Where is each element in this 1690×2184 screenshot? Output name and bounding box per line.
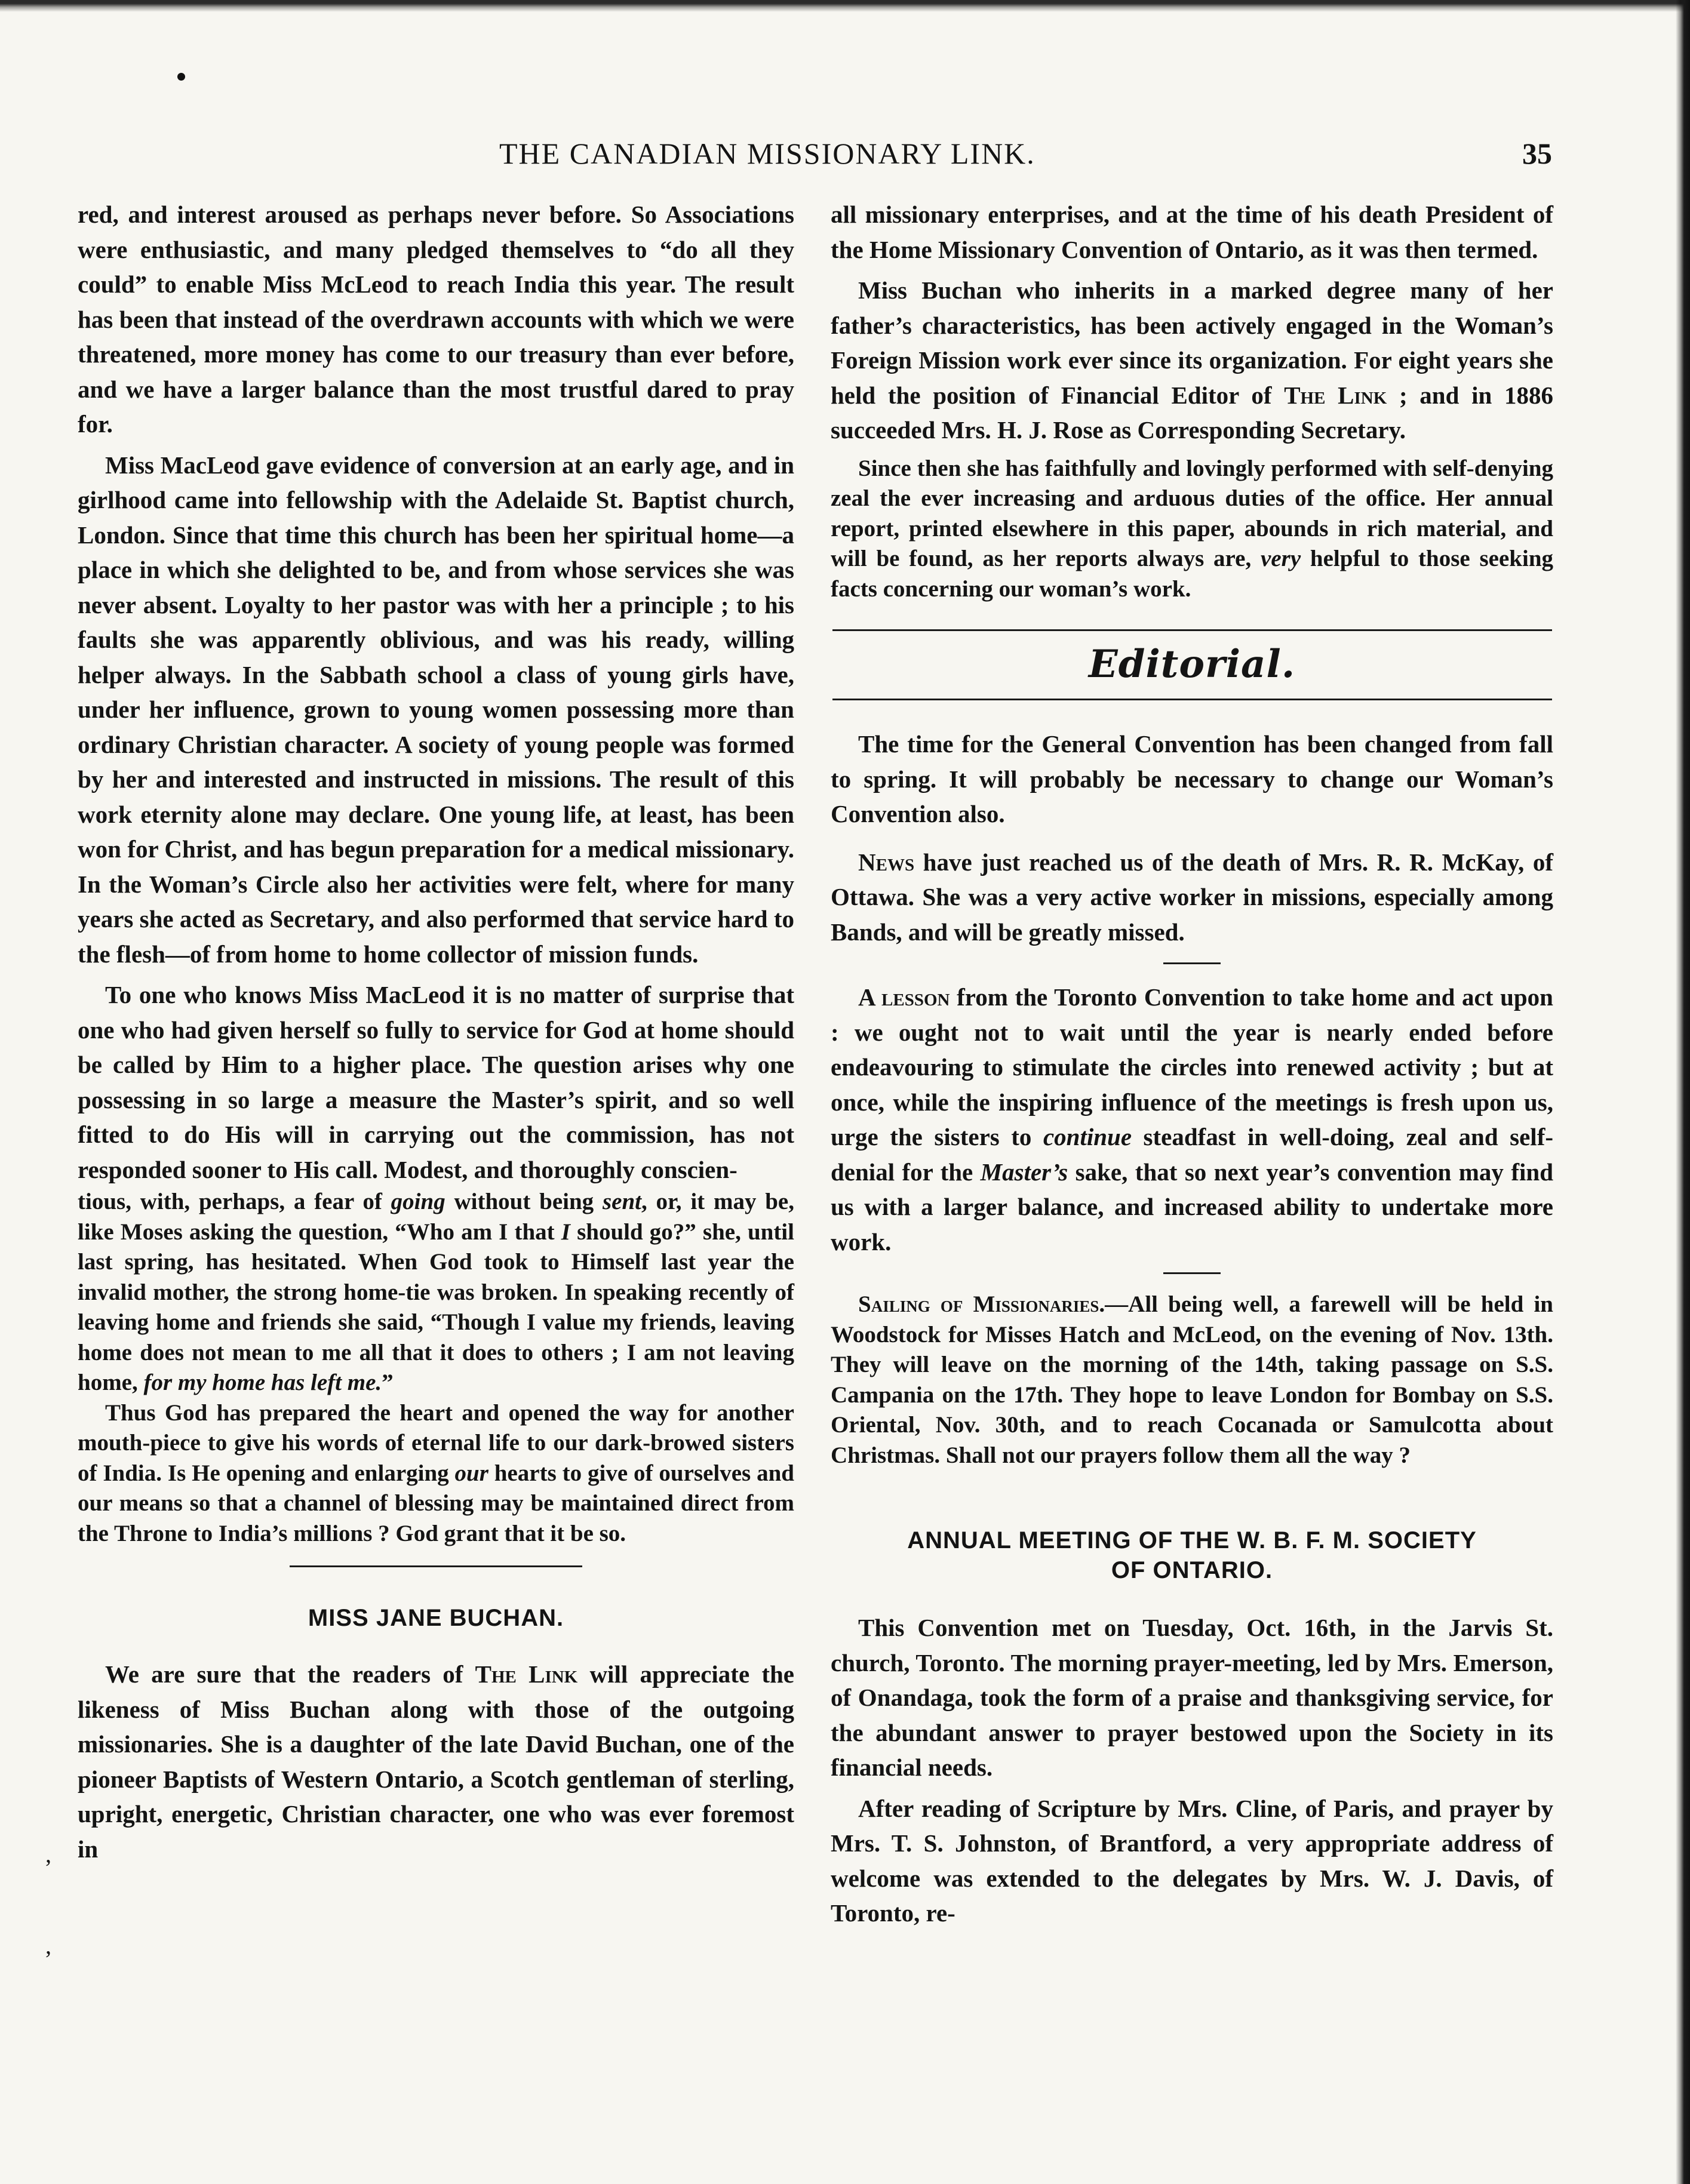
scan-edge-right (1676, 0, 1690, 2184)
section-divider (290, 1565, 582, 1567)
paragraph: Miss MacLeod gave evidence of conversion at an early age, and in girlhood came into fellowship with the Adelaide St. Baptist church, London. Since that time this church has been her spiritual home—a place in which she delighted to be, and from whose services she was never absent. Loyalty to her pastor was with her a principle ; to his faults she was apparently oblivious, and was his ready, willing helper always. In the Sabbath school a class of young girls have, under her influence, grown to young women possessing more than ordinary Christian character. A society of young people was formed by her and interested and instructed in missions. The result of this work eternity alone may declare. One young life, at least, has been won for Christ, and has begun preparation for a medical missionary. In the Woman’s Circle also her activities were felt, where for many years she acted as Secretary, and also performed that service hard to the flesh—of from home to home collector of mission funds. (78, 451, 794, 968)
page-number: 35 (1522, 137, 1552, 170)
running-title: THE CANADIAN MISSIONARY LINK. (499, 137, 1035, 170)
paragraph: A lesson from the Toronto Convention to take home and act upon : we ought not to wait until the year is nearly ended before endeavouring to stimulate the circles into renewed activity ; but at once, while the inspiring influence of the meetings is fresh upon us, urge the sisters to continue steadfast in well-doing, zeal and self-denial for the Master’s sake, that so next year’s convention may find us with a larger balance, and increased ability to undertake more work. (831, 983, 1554, 1256)
paragraph: Sailing of Missionaries.—All being well, a farewell will be held in Woodstock for Misses Hatch and McLeod, on the evening of Nov. 13th. They will leave on the morning of the 14th, taking passage on S.S. Campania on the 17th. They hope to leave London for Bombay on S.S. Oriental, Nov. 30th, and to reach Cocanada or Samulcotta about Christmas. Shall not our prayers follow them all the way ? (831, 1291, 1553, 1468)
item-divider (1163, 962, 1221, 964)
paragraph: This Convention met on Tuesday, Oct. 16th, in the Jarvis St. church, Toronto. The morning prayer-meeting, led by Mrs. Emerson, of Onandaga, took the form of a praise and thanksgiving service, for the abundant answer to prayer bestowed upon the Society in its financial needs. (831, 1614, 1553, 1781)
editorial-rule-bottom (832, 699, 1552, 700)
margin-mark: , (45, 1932, 51, 1959)
scan-edge-top (0, 0, 1690, 12)
editorial-heading: Editorial. (1088, 642, 1296, 687)
paragraph: News have just reached us of the death of Mrs. R. R. McKay, of Ottawa. She was a very active worker in missions, especially among Bands, and will be greatly missed. (831, 848, 1553, 946)
right-column (831, 197, 1553, 1937)
left-column (78, 197, 794, 1872)
print-speck (177, 73, 185, 81)
margin-mark: , (45, 1841, 51, 1868)
paragraph: Miss Buchan who inherits in a marked degree many of her father’s characteristics, has been actively engaged in the Woman’s Foreign Mission work ever since its organization. For eight years she held the position of Financial Editor of The Link ; and in 1886 succeeded Mrs. H. J. Rose as Corresponding Secretary. (831, 276, 1553, 444)
paragraph: tious, with, perhaps, a fear of going without being sent, or, it may be, like Moses asking the question, “Who am I that I should go?” she, until last spring, has hesitated. When God took to Himself last year the invalid mother, the strong home-tie was broken. In speaking recently of leaving home and friends she said, “Though I value my friends, leaving home does not mean to me all that it does to others ; I am not leaving home, for my home has left me.” (78, 1189, 794, 1395)
paragraph: We are sure that the readers of The Link will appreciate the likeness of Miss Buchan along with those of the outgoing missionaries. She is a daughter of the late David Buchan, one of the pioneer Baptists of Western Ontario, a Scotch gentleman of sterling, upright, energetic, Christian character, one who was ever foremost in (78, 1660, 794, 1863)
paragraph: all missionary enterprises, and at the time of his death President of the Home Missionary Convention of Ontario, as it was then termed. (831, 201, 1553, 263)
section-heading-annual-meeting: ANNUAL MEETING OF THE W. B. F. M. SOCIETY OF ONTARIO. (907, 1527, 1477, 1583)
paragraph: To one who knows Miss MacLeod it is no matter of surprise that one who had given herself so fully to service for God at home should be called by Him to a higher place. The question arises why one possessing in so large a measure the Master’s spirit, and so well fitted to do His will in carrying out the commission, has not responded sooner to His call. Modest, and thoroughly conscien- (78, 981, 794, 1183)
editorial-rule-top (832, 629, 1552, 631)
section-heading-miss-jane-buchan: MISS JANE BUCHAN. (308, 1605, 564, 1631)
paragraph: red, and interest aroused as perhaps never before. So Associations were enthusiastic, and many pledged themselves to “do all they could” to enable Miss McLeod to reach India this year. The result has been that instead of the overdrawn accounts with which we were threatened, more money has come to our treasury than ever before, and we have a larger balance than the most trustful dared to pray for. (78, 201, 794, 438)
item-divider (1163, 1272, 1221, 1274)
paragraph: The time for the General Convention has been changed from fall to spring. It will probably be necessary to change our Woman’s Convention also. (831, 730, 1553, 828)
paragraph: After reading of Scripture by Mrs. Cline, of Paris, and prayer by Mrs. T. S. Johnston, of Brantford, a very appropriate address of welcome was extended to the delegates by Mrs. W. J. Davis, of Toronto, re- (831, 1794, 1553, 1927)
paragraph: Thus God has prepared the heart and opened the way for another mouth-piece to give his words of eternal life to our dark-browed sisters of India. Is He opening and enlarging our hearts to give of ourselves and our means so that a channel of blessing may be maintained direct from the Throne to India’s millions ? God grant that it be so. (78, 1399, 794, 1546)
paragraph: Since then she has faithfully and lovingly performed with self-denying zeal the ever increasing and arduous duties of the office. Her annual report, printed elsewhere in this paper, abounds in rich material, and will be found, as her reports always are, very helpful to those seeking facts concerning our woman’s work. (831, 455, 1554, 602)
